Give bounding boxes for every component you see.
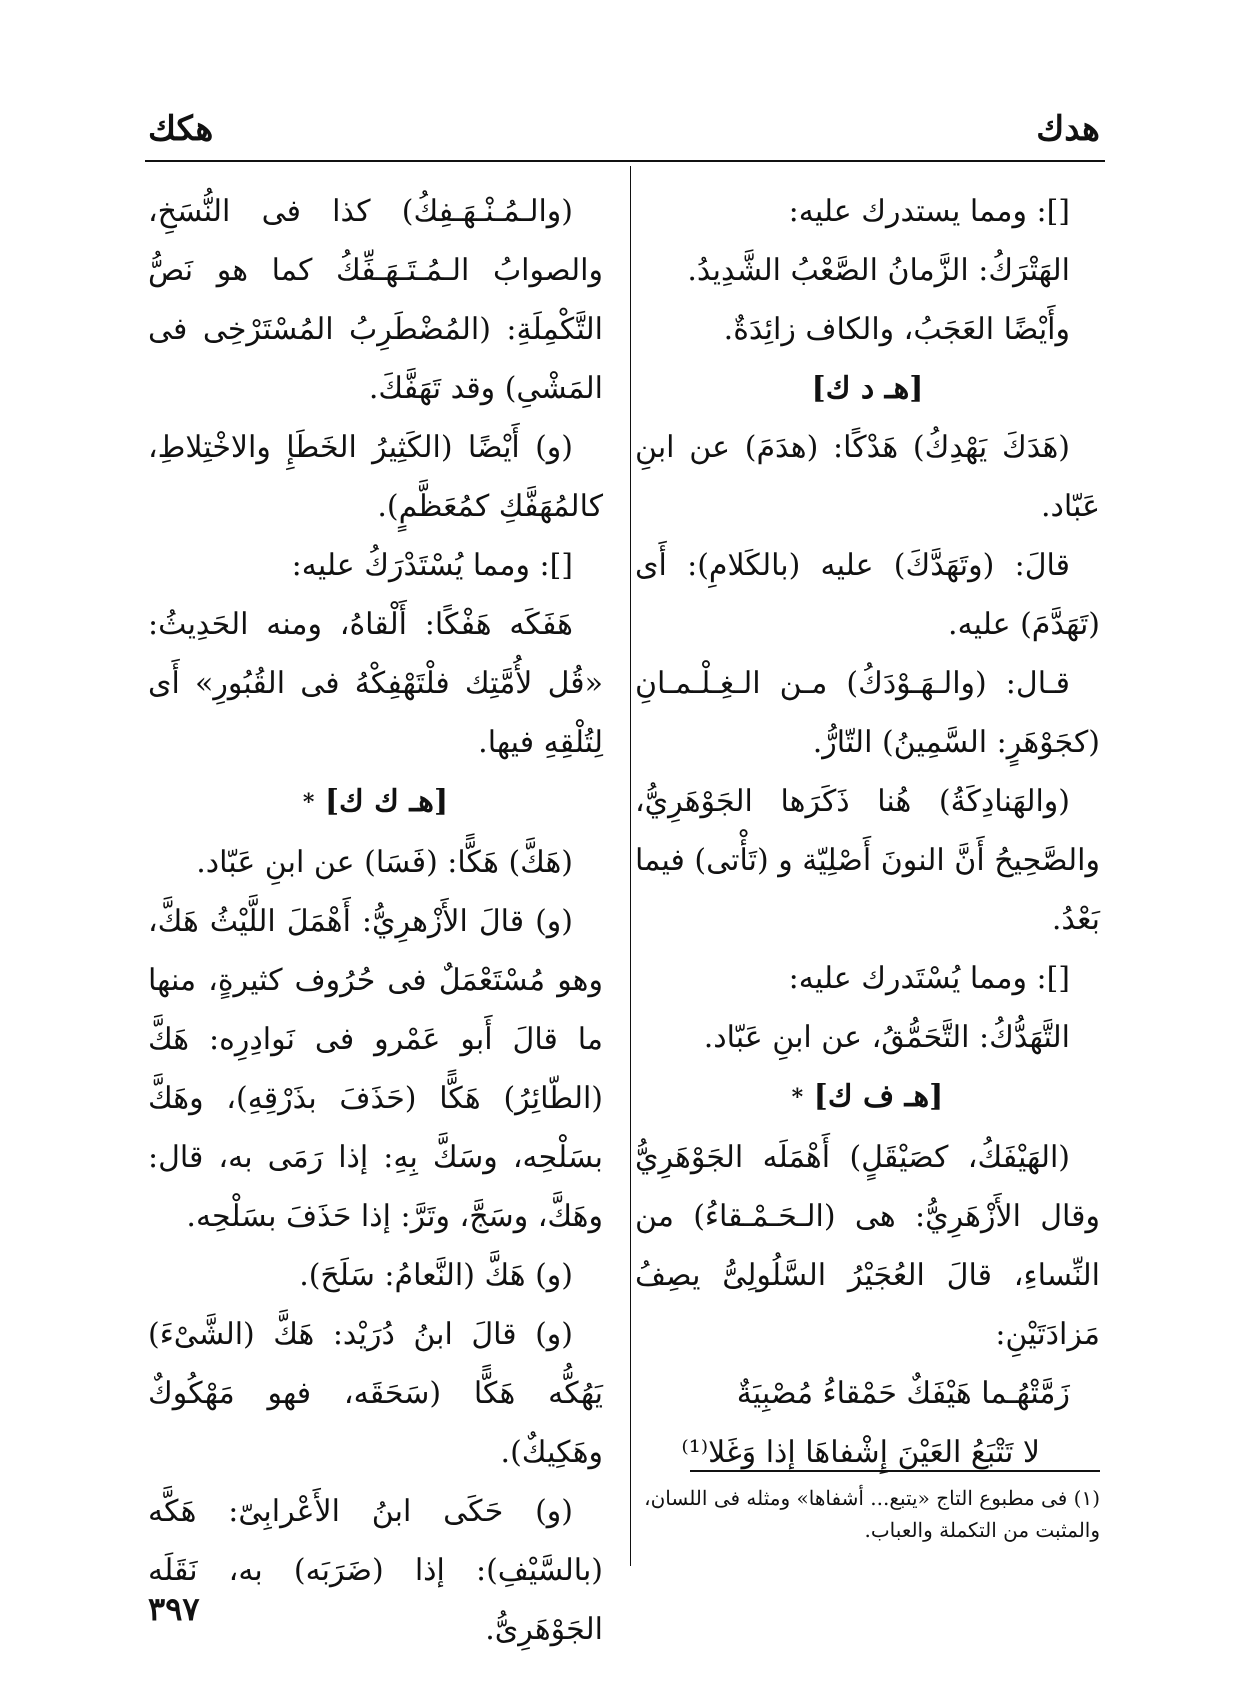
entry-text: (الهَيْفَكُ، كصَيْقَلٍ) أَهْمَلَه الجَوْهَرِيُّ وقال الأَزْهَرِيُّ: هى (الـحَـمْـقاءُ) من النِّساءِ، قالَ العُجَيْرُ السَّلُولِىُّ يصِفُ مَزادَتَيْنِ: [635, 1139, 1100, 1352]
right-column [635, 182, 1100, 1482]
entry-text: (والهَنادِكَةُ) هُنا ذَكَرَها الجَوْهَرِيُّ، والصَّحِيحُ أَنَّ النونَ أَصْلِيّة و (تَأْتى) فيما بَعْدُ. [635, 784, 1100, 937]
entry-text: قالَ: (وتَهَدَّكَ) عليه (بالكَلامِ): أَى (تَهَدَّمَ) عليه. [635, 548, 1100, 642]
star-marker: * [302, 789, 315, 816]
verse-line: زَمَّتْهُـما هَيْفَكٌ حَمْقاءُ مُصْبِيَةٌ [736, 1375, 1070, 1411]
entry-text: (و) هَكَّ (النَّعامُ: سَلَحَ). [299, 1257, 573, 1293]
running-head-left: هكك [148, 109, 214, 149]
entry-text: (هَكَّ) هَكًّا: (فَسَا) عن ابنِ عَبّاد. [196, 844, 573, 880]
root-heading: [هـ د ك] [811, 371, 924, 406]
left-column [148, 182, 603, 1659]
star-marker: * [791, 1084, 804, 1111]
footnote-rule [690, 1470, 1100, 1472]
entry-text: الهَتْرَكُ: الزَّمانُ الصَّعْبُ الشَّدِيدُ. [687, 253, 1070, 288]
root-heading: [هـ ك ك] * [302, 784, 449, 819]
entry-text: (و) قالَ الأَزْهرِيُّ: أَهْمَلَ اللَّيْثُ هَكَّ، وهو مُسْتَعْمَلٌ فى حُرُوف كثيرةٍ، منها ما قالَ أَبو عَمْرو فى نَوادِرِه: هَكَّ (الطّائِرُ) هَكًّا (حَذَفَ بذَرْقِهِ)، وهَكَّ بسَلْحِه، وسَكَّ بِهِ: إذا رَمَى به، قال: وهَكَّ، وسَجَّ، وتَرَّ: إذا حَذَفَ بسَلْحِه. [148, 903, 603, 1234]
entry-text: وأَيْضًا العَجَبُ، والكاف زائِدَةٌ. [723, 312, 1070, 347]
entry-text: (هَدَكَ يَهْدِكُ) هَدْكًا: (هدَمَ) عن ابنِ عَبّاد. [635, 430, 1100, 524]
addendum-note: []: ومما يستدرك عليه: [788, 194, 1070, 229]
page-number: ٣٩٧ [148, 1590, 200, 1628]
entry-text: هَفَكَه هَفْكًا: أَلْقاهُ، ومنه الحَدِيثُ: «قُل لأُمَّتِك فلْتَهْفِكْهُ فى القُبُورِ» أَى لِتُلْقِهِ فيها. [148, 607, 603, 760]
entry-text: (والـمُـنْـهَـفِكُ) كذا فى النُّسَخِ، والصوابُ الـمُـتَـهَـفِّكُ كما هو نَصُّ التَّكْمِلَةِ: (المُضْطَرِبُ المُسْتَرْخِى فى المَشْىِ) وقد تَهَفَّكَ. [148, 194, 603, 406]
entry-text: (و) قالَ ابنُ دُرَيْد: هَكَّ (الشَّىْءَ) يَهُكُّه هَكًّا (سَحَقَه، فهو مَهْكُوكٌ وهَكِيكٌ). [148, 1316, 603, 1470]
column-divider [630, 166, 631, 1566]
entry-text: (و) حَكَى ابنُ الأَعْرابِىّ: هَكَّه (بالسَّيْفِ): إذا (ضَرَبَه) به، نَقَلَه الجَوْهَرِىُّ. [148, 1493, 603, 1647]
entry-text: التَّهَدُّكُ: التَّحَمُّقُ، عن ابنِ عَبّاد. [703, 1020, 1070, 1055]
addendum-note: []: ومما يُسْتَدْرَكُ عليه: [291, 548, 573, 583]
footnote: (١) فى مطبوع التاج «يتبع... أشفاها» ومثله فى اللسان، والمثبت من التكملة والعباب. [644, 1486, 1100, 1542]
root-heading: [هـ ف ك] * [791, 1079, 944, 1114]
entry-text: (و) أَيْضًا (الكَثِيرُ الخَطَإِ والاخْتِلاطِ، كالمُهَفَّكِ كمُعَظَّمٍ). [148, 430, 603, 524]
addendum-note: []: ومما يُسْتَدرك عليه: [788, 961, 1070, 996]
verse-line: لا تَتْبَعُ العَيْنَ إِشْفاهَا إذا وَغَلا⁽¹⁾ [681, 1434, 1040, 1470]
running-head-right: هدك [1036, 109, 1100, 149]
header-rule [145, 160, 1105, 162]
entry-text: قـال: (والـهَـوْدَكُ) مـن الـغِـلْـمـانِ (كجَوْهَرٍ: السَّمِينُ) التّارُّ. [635, 666, 1100, 760]
